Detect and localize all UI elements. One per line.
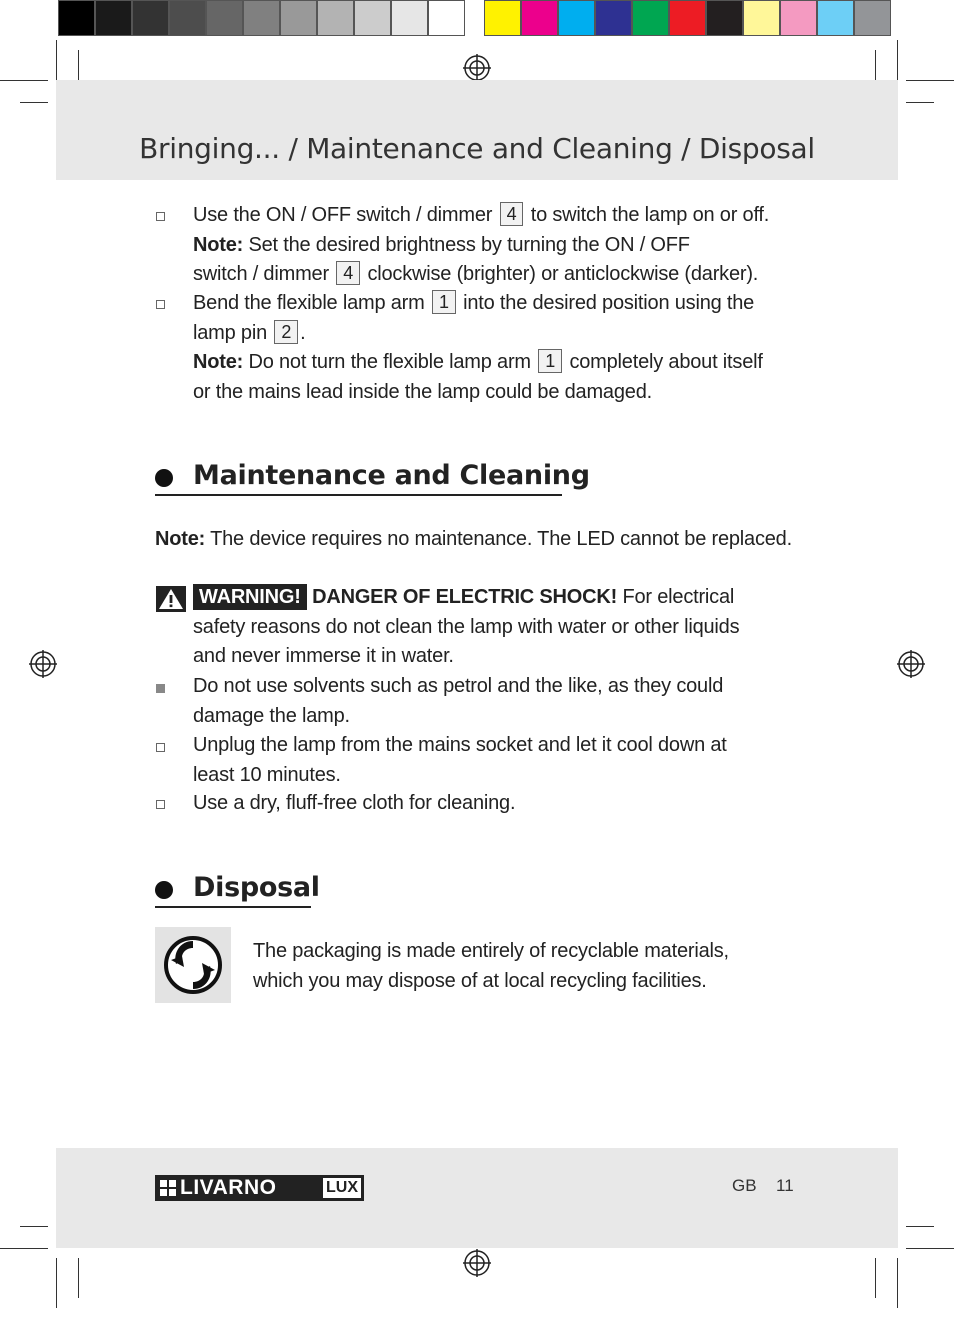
item-line: least 10 minutes.: [193, 763, 341, 786]
section-bullet-icon: [155, 469, 173, 487]
disposal-line: The packaging is made entirely of recyclable materials,: [253, 940, 729, 962]
text-span: The device requires no maintenance. The LED cannot be replaced.: [210, 528, 792, 550]
item-line: Unplug the lamp from the mains socket and let it cool down at: [193, 734, 727, 756]
checkbox-bullet-icon: [156, 212, 165, 221]
usage-note: [193, 231, 833, 261]
usage-line: [193, 201, 833, 231]
disposal-heading: Disposal: [193, 872, 320, 903]
note-label: Note:: [155, 528, 206, 550]
crop-mark: [20, 102, 48, 103]
color-swatch: [132, 0, 169, 36]
crop-mark: [0, 1248, 48, 1249]
text-span: into the desired position using the: [463, 292, 755, 314]
color-swatch: [743, 0, 780, 36]
maintenance-item: [193, 731, 833, 790]
warning-line: [193, 583, 833, 613]
text-span: Use the ON / OFF switch / dimmer: [193, 204, 493, 226]
registration-mark-icon: [897, 650, 925, 678]
item-line: Do not use solvents such as petrol and the like, as they could: [193, 675, 724, 697]
color-swatch: [595, 0, 632, 36]
page-title: Bringing... / Maintenance and Cleaning / Disposal: [139, 132, 815, 165]
warning-danger: DANGER OF ELECTRIC SHOCK!: [312, 586, 618, 608]
text-span: switch / dimmer: [193, 263, 329, 285]
usage-note: [193, 348, 833, 378]
color-swatch: [95, 0, 132, 36]
usage-item-bend: [193, 289, 833, 407]
disposal-line: which you may dispose of at local recycling facilities.: [253, 969, 707, 992]
color-swatch: [206, 0, 243, 36]
page-header: [56, 80, 898, 180]
text-span: clockwise (brighter) or anticlockwise (darker).: [367, 263, 759, 285]
usage-line: [193, 319, 833, 349]
warning-label: WARNING!: [193, 584, 307, 610]
usage-line: [193, 289, 833, 319]
maintenance-heading: Maintenance and Cleaning: [193, 460, 590, 491]
page-footer: [56, 1148, 898, 1248]
crop-mark: [56, 1258, 57, 1308]
note-label: Note:: [193, 233, 244, 256]
part-number: 4: [336, 261, 360, 285]
color-swatch: [632, 0, 669, 36]
text-span: .: [300, 321, 306, 344]
warning-line: safety reasons do not clean the lamp with water or other liquids: [193, 615, 740, 638]
color-swatch: [484, 0, 521, 36]
part-number: 2: [274, 320, 298, 344]
color-swatch: [317, 0, 354, 36]
language-code: GB: [732, 1176, 757, 1195]
text-span: For electrical: [622, 586, 735, 608]
brand-logo: [155, 1175, 364, 1201]
color-swatch: [780, 0, 817, 36]
brand-mark-icon: [160, 1180, 176, 1196]
color-swatch: [354, 0, 391, 36]
brand-sub: LUX: [323, 1178, 361, 1198]
page-number: 11: [776, 1176, 794, 1195]
registration-mark-icon: [29, 650, 57, 678]
crop-mark: [906, 80, 954, 81]
disposal-text: [253, 937, 833, 996]
usage-note-line: [193, 260, 833, 290]
crop-mark: [906, 102, 934, 103]
crop-mark: [0, 80, 48, 81]
registration-mark-icon: [463, 1249, 491, 1277]
green-dot-recycling-icon: [155, 927, 231, 1003]
maintenance-item: [193, 672, 833, 731]
color-swatch: [243, 0, 280, 36]
square-bullet-icon: [156, 684, 165, 693]
crop-mark: [906, 1226, 934, 1227]
color-swatch: [58, 0, 95, 36]
warning-block: [193, 583, 833, 672]
color-swatch: [706, 0, 743, 36]
item-line: Use a dry, fluff-free cloth for cleaning.: [193, 792, 516, 814]
text-span: Bend the flexible lamp arm: [193, 292, 425, 314]
item-line: damage the lamp.: [193, 704, 350, 727]
crop-mark: [875, 1258, 876, 1298]
color-swatch: [558, 0, 595, 36]
maintenance-item: [193, 789, 833, 819]
part-number: 1: [538, 349, 562, 373]
text-span: Do not turn the flexible lamp arm: [248, 351, 531, 373]
brand-name: LIVARNO: [180, 1176, 277, 1199]
part-number: 4: [500, 202, 524, 226]
color-swatch: [817, 0, 854, 36]
crop-mark: [78, 1258, 79, 1298]
color-swatch: [521, 0, 558, 36]
text-span: Set the desired brightness by turning the ON / OFF: [248, 233, 690, 256]
warning-line: and never immerse it in water.: [193, 645, 454, 667]
usage-item-switch: [193, 201, 833, 290]
note-label: Note:: [193, 351, 244, 373]
heading-underline: [155, 906, 311, 908]
text-span: or the mains lead inside the lamp could be damaged.: [193, 380, 652, 403]
checkbox-bullet-icon: [156, 800, 165, 809]
text-span: completely about itself: [569, 351, 763, 373]
registration-mark-icon: [463, 54, 491, 82]
section-bullet-icon: [155, 881, 173, 899]
color-swatch: [169, 0, 206, 36]
crop-mark: [906, 1248, 954, 1249]
checkbox-bullet-icon: [156, 300, 165, 309]
color-swatch: [428, 0, 465, 36]
color-swatch: [391, 0, 428, 36]
checkbox-bullet-icon: [156, 743, 165, 752]
color-swatch: [854, 0, 891, 36]
warning-triangle-icon: [156, 586, 186, 612]
part-number: 1: [432, 290, 456, 314]
maintenance-note: [155, 525, 835, 555]
color-swatch: [280, 0, 317, 36]
color-calibration-bar: [484, 0, 891, 38]
text-span: lamp pin: [193, 321, 267, 344]
heading-underline: [155, 494, 562, 496]
recycling-logo-box: [155, 927, 231, 1003]
text-span: to switch the lamp on or off.: [530, 204, 770, 226]
grayscale-calibration-bar: [58, 0, 465, 38]
usage-note-line: [193, 378, 833, 408]
crop-mark: [897, 1258, 898, 1308]
color-swatch: [669, 0, 706, 36]
crop-mark: [20, 1226, 48, 1227]
